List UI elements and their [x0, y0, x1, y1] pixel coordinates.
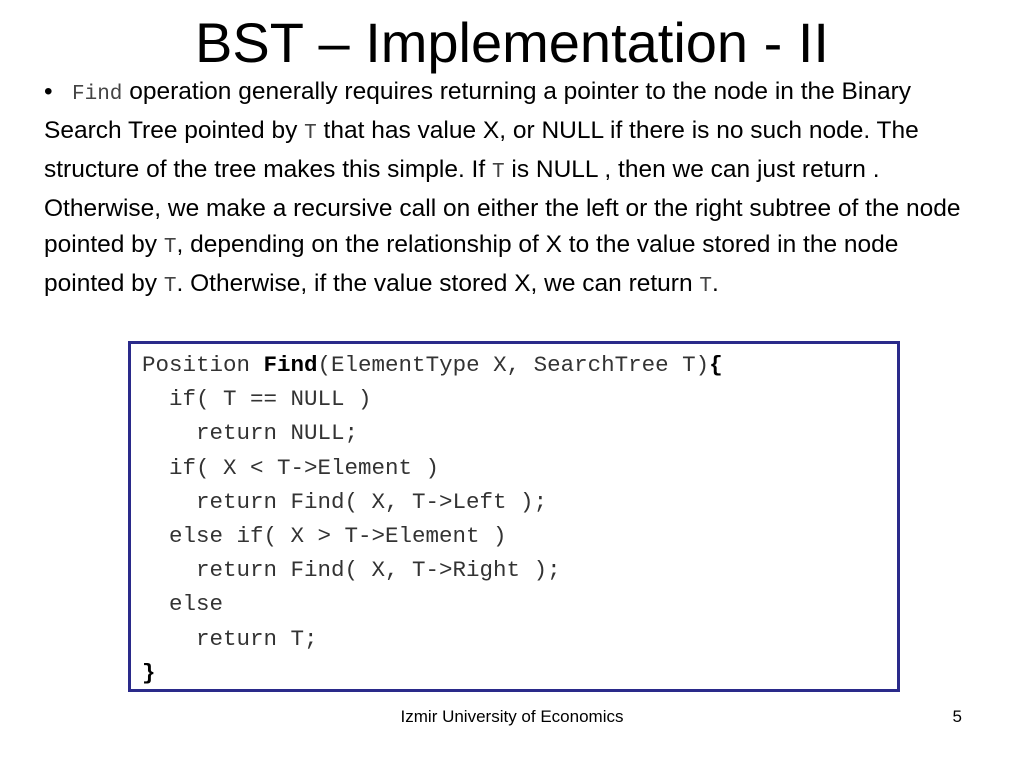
text-run: , depending on the relationship of X to the value stored in the node pointed by	[44, 231, 899, 297]
code-block	[142, 348, 723, 690]
code-text: (ElementType X, SearchTree T)	[317, 352, 710, 378]
text-run: operation generally requires returning a pointer to the node in the Binary Search Tree pointed by	[44, 78, 912, 144]
code-text: return Find( X, T->Right );	[142, 557, 561, 584]
code-text: Position	[142, 352, 264, 378]
code-text: if( X < T->Element )	[142, 454, 440, 481]
inline-code: T	[163, 275, 177, 298]
slide-title: BST – Implementation - II	[195, 11, 829, 74]
bullet-paragraph	[44, 74, 984, 305]
code-text: else	[142, 591, 224, 618]
code-keyword-bold: {	[709, 352, 723, 378]
code-text: else if( X > T->Element )	[142, 523, 507, 550]
text-run: . Otherwise, if the value stored X, we can return	[176, 270, 700, 297]
text-run: .	[712, 270, 719, 297]
code-line	[142, 591, 223, 617]
code-line	[142, 523, 507, 549]
code-text: return NULL;	[142, 420, 359, 447]
code-line	[142, 352, 723, 378]
code-line	[142, 626, 318, 652]
code-line	[142, 489, 547, 515]
inline-code: T	[491, 161, 505, 184]
bullet-text	[44, 78, 961, 297]
inline-code: T	[699, 275, 713, 298]
code-text: return T;	[142, 625, 318, 652]
code-line	[142, 557, 561, 583]
code-text: if( T == NULL )	[142, 386, 372, 413]
text-run: is NULL , then we can just return . Otherwise, we make a recursive call on either the left or the right subtree of the node pointed by	[44, 156, 961, 258]
code-line	[142, 455, 439, 481]
footer-institution: Izmir University of Economics	[400, 707, 624, 726]
code-line	[142, 386, 372, 412]
slide-number: 5	[952, 707, 962, 726]
code-line	[142, 420, 358, 446]
bullet-marker: •	[44, 78, 53, 105]
inline-code: Find	[72, 83, 123, 106]
text-run: that has value X, or NULL if there is no such node. The structure of the tree makes this simple. If	[44, 117, 919, 183]
code-line	[142, 660, 156, 686]
code-keyword-bold: Find	[263, 352, 318, 378]
inline-code: T	[304, 122, 317, 145]
code-text: return Find( X, T->Left );	[142, 488, 548, 515]
code-keyword-bold: }	[142, 659, 156, 686]
inline-code: T	[163, 236, 177, 259]
code-box	[128, 341, 900, 692]
